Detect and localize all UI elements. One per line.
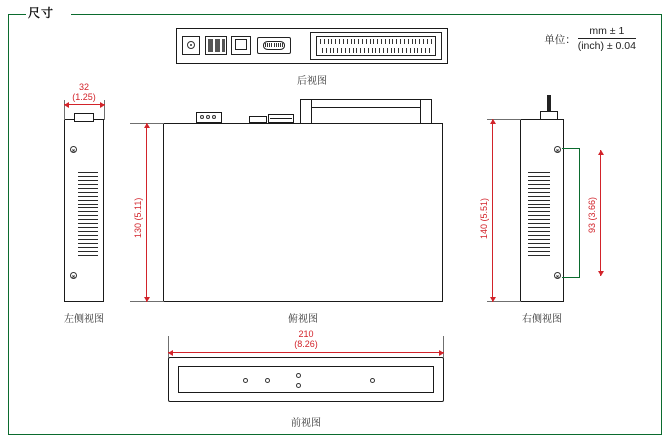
unit-legend (544, 25, 636, 53)
front-view-led-2 (265, 378, 270, 383)
top-view-terminal-hole-3 (212, 115, 216, 119)
right-inner-arrow-up (598, 150, 604, 155)
left-dim-mm: 32 (78, 82, 89, 92)
top-view-bracket-inner (312, 107, 420, 108)
top-dim-arrow-up (144, 123, 150, 128)
view-caption-right: 右侧视图 (522, 314, 562, 325)
front-view-led-3 (296, 373, 301, 378)
right-inner-arrow-down (598, 271, 604, 276)
view-caption-top: 俯视图 (288, 314, 318, 325)
right-view-antenna (547, 95, 551, 112)
top-dim-line (146, 123, 147, 302)
top-dim-arrow-down (144, 297, 150, 302)
right-inner-dim-inch: (3.66) (587, 196, 597, 221)
front-view-panel (178, 366, 434, 393)
unit-label: 单位： (544, 33, 576, 46)
rear-terminal-screw-2 (215, 39, 220, 52)
view-caption-front: 前视图 (291, 418, 321, 429)
right-inner-dim-mm: 93 (587, 223, 597, 234)
right-inner-dim-text (587, 185, 597, 245)
top-view-body (163, 123, 443, 302)
top-dim-text (133, 188, 143, 248)
front-dim-text (276, 329, 336, 350)
front-view-led-5 (370, 378, 375, 383)
unit-denominator: (inch) ± 0.04 (577, 40, 636, 53)
rear-terminal-screw-1 (208, 39, 213, 52)
top-view-bracket-left (300, 99, 312, 123)
unit-numerator: mm ± 1 (578, 25, 636, 39)
right-dim-inch: (5.51) (479, 197, 489, 221)
top-view-bracket-right (420, 99, 432, 123)
left-dim-line (64, 104, 105, 105)
right-inner-ext-vert (579, 148, 580, 278)
right-view-antenna-base (540, 111, 558, 120)
left-view-vents (78, 172, 98, 256)
top-dim-inch: (5.11) (133, 197, 143, 221)
rear-rj45-inner (235, 39, 247, 50)
right-inner-ext-a (562, 148, 580, 149)
right-dim-line (492, 119, 493, 302)
left-view-screw-top (70, 146, 77, 153)
front-dim-line (168, 352, 444, 353)
rear-scsi-pins-top (320, 39, 432, 44)
right-inner-ext-b (562, 277, 580, 278)
top-view-terminal-hole-1 (200, 115, 204, 119)
right-view-screw-top (554, 146, 561, 153)
rear-terminal-screw-3 (222, 39, 225, 52)
right-dim-arrow-down (490, 297, 496, 302)
right-dim-mm: 140 (479, 223, 489, 239)
front-view-led-1 (243, 378, 248, 383)
left-view-screw-bottom (70, 272, 77, 279)
left-dim-inch: (1.25) (72, 92, 96, 103)
right-dim-text (479, 188, 489, 248)
top-view-db9-line (270, 118, 292, 119)
front-dim-inch: (8.26) (294, 339, 318, 350)
top-view-terminal-hole-2 (206, 115, 210, 119)
section-title: 尺寸 (28, 6, 55, 20)
front-dim-arrow-left (168, 350, 173, 356)
right-view-screw-bottom (554, 272, 561, 279)
left-view-top-tab (74, 113, 94, 122)
right-view-vents (528, 172, 550, 256)
right-dim-arrow-up (490, 119, 496, 124)
front-dim-arrow-right (439, 350, 444, 356)
unit-fraction (578, 25, 636, 53)
view-caption-rear: 后视图 (297, 76, 327, 87)
rear-db9-pins (265, 43, 283, 47)
front-view-led-4 (296, 383, 301, 388)
view-caption-left: 左侧视图 (64, 314, 104, 325)
front-dim-mm: 210 (298, 329, 314, 339)
rear-power-pin-center (190, 44, 192, 46)
left-dim-text (54, 82, 114, 103)
right-inner-dim-line (600, 150, 601, 276)
top-dim-mm: 130 (133, 223, 143, 239)
top-view-bracket-span (300, 99, 432, 100)
rear-scsi-pins-bottom (322, 48, 430, 53)
top-view-rj45 (249, 116, 267, 123)
